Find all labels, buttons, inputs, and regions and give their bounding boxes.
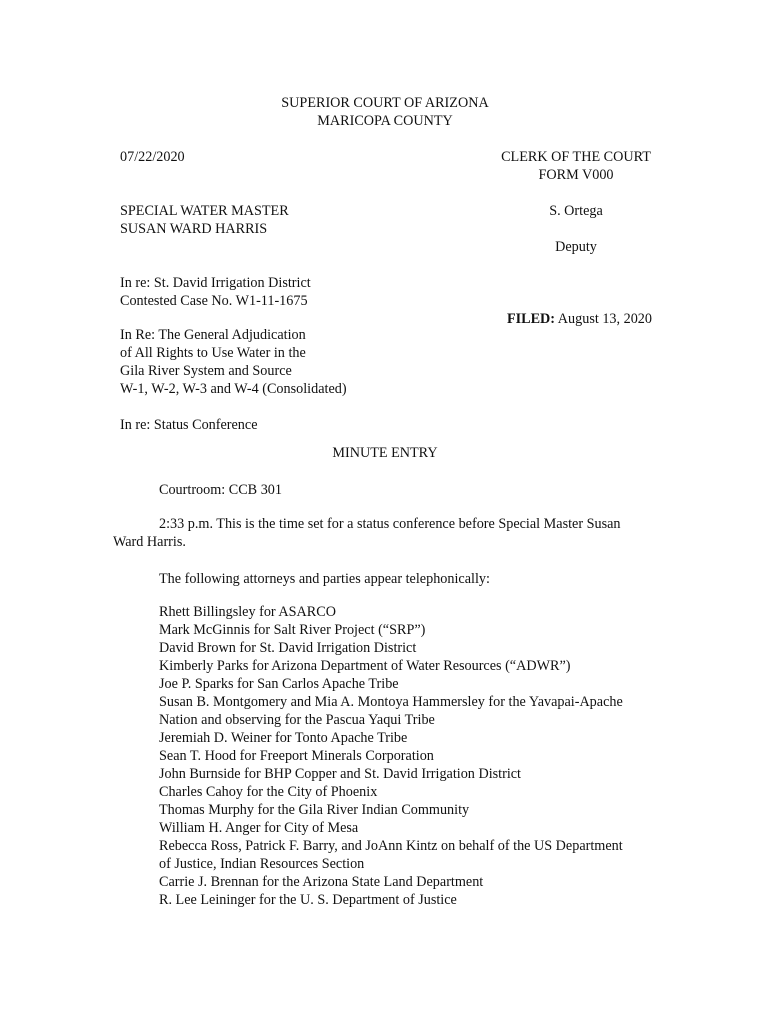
- intro-line-1: 2:33 p.m. This is the time set for a status conference before Special Master Susan: [159, 516, 621, 532]
- special-master-title: SPECIAL WATER MASTER: [120, 203, 289, 219]
- adjudication-line: In Re: The General Adjudication: [120, 327, 306, 343]
- list-item: Nation and observing for the Pascua Yaqui Tribe: [159, 712, 435, 728]
- court-header: [0, 94, 770, 130]
- case-name: In re: St. David Irrigation District: [120, 275, 311, 291]
- list-item: Mark McGinnis for Salt River Project (“SRP”): [159, 622, 426, 638]
- clerk-block: [476, 148, 676, 184]
- list-item: Joe P. Sparks for San Carlos Apache Tribe: [159, 676, 399, 692]
- list-item: William H. Anger for City of Mesa: [159, 820, 359, 836]
- filed-label: FILED:: [506, 311, 556, 327]
- adjudication-line: W-1, W-2, W-3 and W-4 (Consolidated): [120, 381, 347, 397]
- filed-date: August 13, 2020: [555, 311, 652, 327]
- status-conference-caption: In re: Status Conference: [120, 417, 258, 433]
- list-item: of Justice, Indian Resources Section: [159, 856, 365, 872]
- adjudication-caption: [120, 326, 347, 398]
- list-item: Rebecca Ross, Patrick F. Barry, and JoAnn Kintz on behalf of the US Department: [159, 838, 623, 854]
- adjudication-line: Gila River System and Source: [120, 363, 292, 379]
- deputy-name: S. Ortega: [549, 203, 603, 219]
- special-master-name: SUSAN WARD HARRIS: [120, 221, 268, 237]
- list-item: Charles Cahoy for the City of Phoenix: [159, 784, 378, 800]
- case-number: Contested Case No. W1-11-1675: [120, 293, 308, 309]
- form-number: FORM V000: [538, 167, 614, 183]
- minute-entry-title: MINUTE ENTRY: [332, 445, 438, 461]
- deputy-title: Deputy: [555, 239, 597, 255]
- list-item: Rhett Billingsley for ASARCO: [159, 604, 336, 620]
- list-item: R. Lee Leininger for the U. S. Department of Justice: [159, 892, 457, 908]
- list-item: Kimberly Parks for Arizona Department of Water Resources (“ADWR”): [159, 658, 571, 674]
- intro-line-2: Ward Harris.: [113, 534, 186, 550]
- list-item: Carrie J. Brennan for the Arizona State Land Department: [159, 874, 484, 890]
- list-item: Thomas Murphy for the Gila River Indian Community: [159, 802, 470, 818]
- list-item: Sean T. Hood for Freeport Minerals Corporation: [159, 748, 434, 764]
- court-name: SUPERIOR COURT OF ARIZONA: [281, 95, 489, 111]
- special-master-block: [120, 202, 289, 238]
- case-caption: [120, 274, 311, 310]
- list-item: Jeremiah D. Weiner for Tonto Apache Tribe: [159, 730, 408, 746]
- clerk-title: CLERK OF THE COURT: [501, 149, 651, 165]
- appearance-statement: The following attorneys and parties appear telephonically:: [159, 571, 490, 587]
- adjudication-line: of All Rights to Use Water in the: [120, 345, 306, 361]
- entry-date: 07/22/2020: [120, 149, 185, 165]
- county-name: MARICOPA COUNTY: [317, 113, 453, 129]
- list-item: John Burnside for BHP Copper and St. David Irrigation District: [159, 766, 522, 782]
- list-item: Susan B. Montgomery and Mia A. Montoya Hammersley for the Yavapai-Apache: [159, 694, 623, 710]
- attorney-list: [159, 603, 623, 909]
- list-item: David Brown for St. David Irrigation District: [159, 640, 417, 656]
- filed-stamp: [507, 310, 652, 328]
- courtroom: Courtroom: CCB 301: [159, 482, 282, 498]
